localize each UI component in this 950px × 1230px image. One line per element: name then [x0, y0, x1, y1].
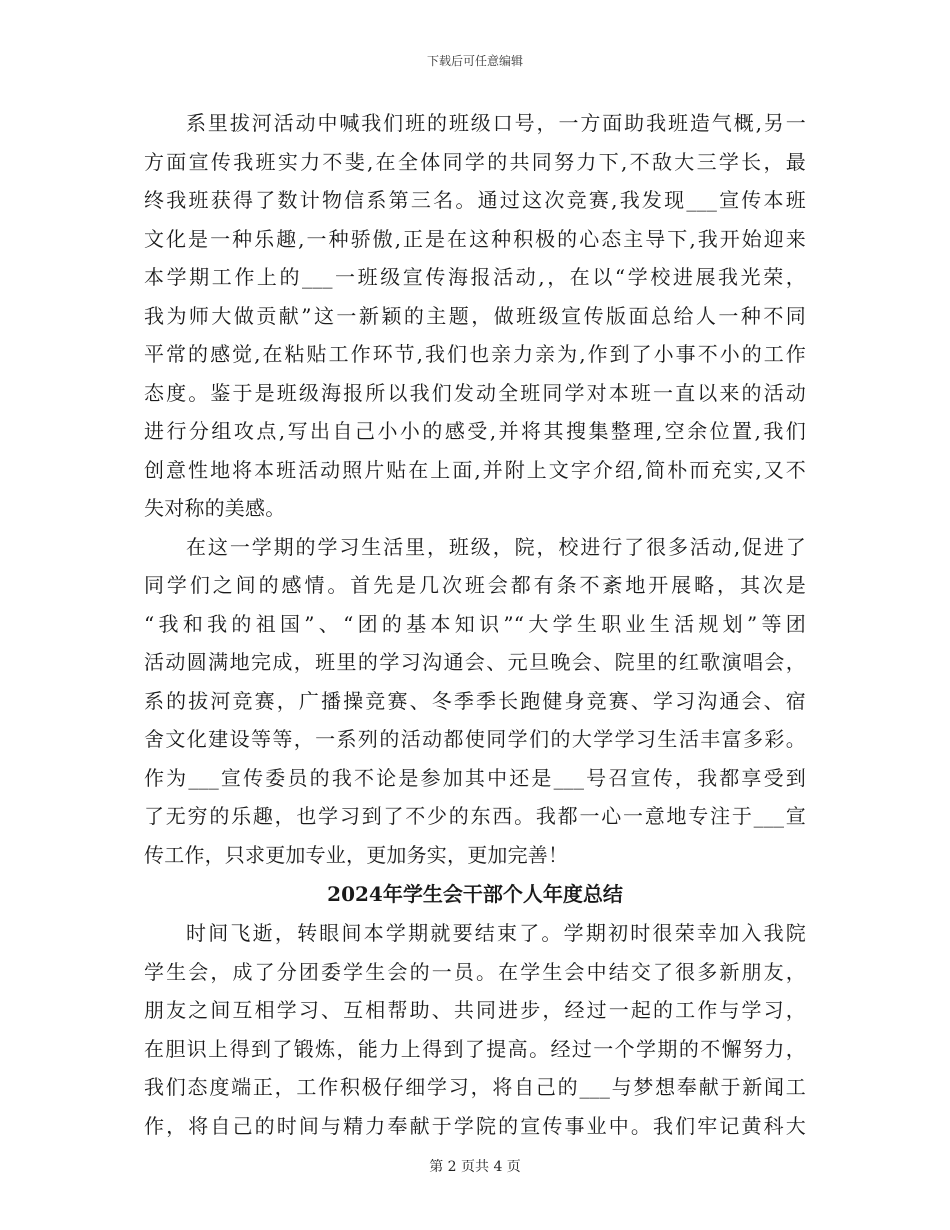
text-line: 在这一学期的学习生活里，班级，院，校进行了很多活动,促进了 [186, 534, 806, 559]
text-line: 朋友之间互相学习、互相帮助、共同进步，经过一起的工作与学习， [144, 998, 806, 1022]
text-line: 作为___宣传委员的我不论是参加其中还是___号召宣传，我都享受到 [144, 765, 806, 790]
text-line: 传工作，只求更加专业，更加务实，更加完善！ [144, 842, 569, 867]
text-line: 舍文化建设等等，一系列的活动都使同学们的大学学习生活丰富多彩。 [144, 727, 806, 751]
text-line: 失对称的美感。 [144, 496, 286, 520]
text-line: 作，将自己的时间与精力奉献于学院的宣传事业中。我们牢记黄科大 [144, 1113, 806, 1138]
text-line: 系的拔河竞赛，广播操竞赛、冬季季长跑健身竞赛、学习沟通会、宿 [144, 688, 806, 713]
text-line: 在胆识上得到了锻炼，能力上得到了提高。经过一个学期的不懈努力， [144, 1036, 806, 1061]
text-line: 文化是一种乐趣,一种骄傲,正是在这种积极的心态主导下,我开始迎来 [144, 226, 806, 251]
text-line: “我和我的祖国”、“团的基本知识”“大学生职业生活规划”等团 [144, 611, 806, 636]
page-header: 下载后可任意编辑 [426, 54, 523, 68]
text-line: 进行分组攻点,写出自己小小的感受,并将其搜集整理,空余位置,我们 [144, 419, 806, 443]
text-line: 方面宣传我班实力不斐,在全体同学的共同努力下,不敌大三学长，最 [144, 149, 806, 174]
text-line: 我们态度端正，工作积极仔细学习，将自己的___与梦想奉献于新闻工 [144, 1075, 806, 1099]
text-line: 了无穷的乐趣，也学习到了不少的东西。我都一心一意地专注于___宣 [144, 804, 806, 828]
text-line: 系里拔河活动中喊我们班的班级口号，一方面助我班造气概,另一 [186, 111, 806, 135]
document-body [144, 104, 806, 1145]
text-line: 我为师大做贡献”这一新颖的主题，做班级宣传版面总给人一种不同 [144, 303, 806, 328]
paragraph-1 [144, 104, 806, 528]
text-line: 活动圆满地完成，班里的学习沟通会、元旦晚会、院里的红歌演唱会， [144, 650, 806, 674]
text-line: 创意性地将本班活动照片贴在上面,并附上文字介绍,简朴而充实,又不 [144, 457, 806, 482]
text-line: 态度。鉴于是班级海报所以我们发动全班同学对本班一直以来的活动 [144, 380, 806, 405]
text-line: 学生会，成了分团委学生会的一员。在学生会中结交了很多新朋友， [144, 959, 806, 984]
section-title: 2024年学生会干部个人年度总结 [327, 882, 623, 906]
text-line: 终我班获得了数计物信系第三名。通过这次竞赛,我发现___宣传本班 [144, 188, 806, 212]
text-line: 同学们之间的感情。首先是几次班会都有条不紊地开展略，其次是 [144, 573, 806, 597]
text-line: 平常的感觉,在粘贴工作环节,我们也亲力亲为,作到了小事不小的工作 [144, 342, 806, 366]
text-line: 本学期工作上的___一班级宣传海报活动,，在以“学校进展我光荣， [144, 265, 806, 289]
paragraph-2 [144, 528, 806, 875]
paragraph-3 [144, 914, 806, 1145]
page-number: 第 2 页共 4 页 [429, 1159, 521, 1175]
text-line: 时间飞逝，转眼间本学期就要结束了。学期初时很荣幸加入我院 [186, 921, 806, 945]
